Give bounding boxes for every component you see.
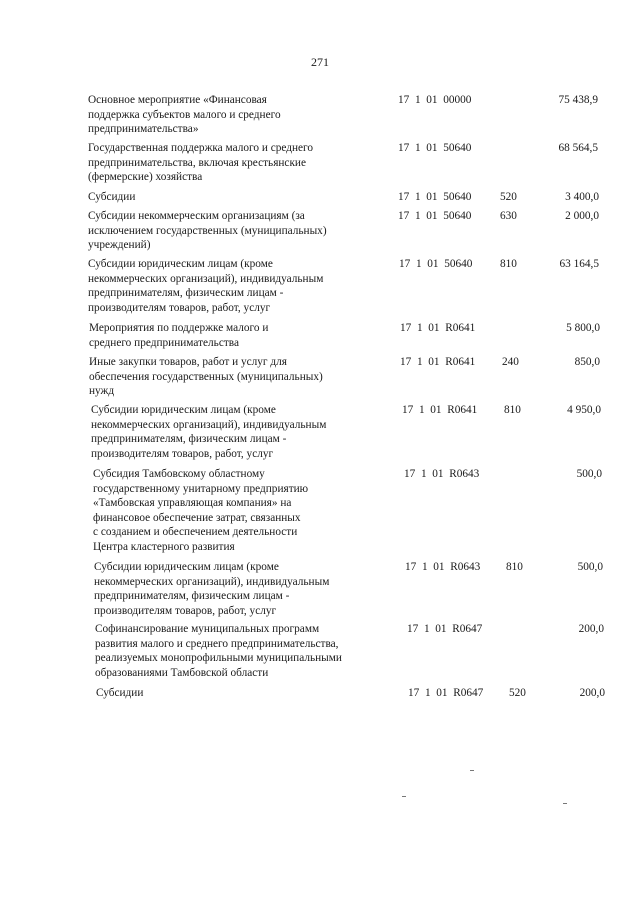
table-row bbox=[0, 403, 640, 460]
row-code: 17 1 01 50640 bbox=[398, 210, 472, 222]
table-row bbox=[0, 622, 640, 679]
row-code: 17 1 01 50640 bbox=[398, 142, 472, 154]
row-name: Мероприятия по поддержке малого и среднего предпринимательства bbox=[89, 322, 269, 349]
row-code: 17 1 01 R0641 bbox=[400, 322, 476, 334]
scan-speck bbox=[470, 770, 474, 771]
row-name: Субсидии юридическим лицам (кроме некоммерческих организаций), индивидуальным предпринимателям, физическим лицам - производителям товаров, работ, услуг bbox=[88, 258, 324, 314]
row-amount: 500,0 bbox=[576, 468, 602, 480]
row-name: Государственная поддержка малого и среднего предпринимательства, включая крестьянские (фермерские) хозяйства bbox=[88, 142, 314, 184]
row-name: Иные закупки товаров, работ и услуг для обеспечения государственных (муниципальных) нужд bbox=[89, 356, 323, 398]
row-name: Субсидии юридическим лицам (кроме некоммерческих организаций), индивидуальным предпринимателям, физическим лицам - производителям товаров, работ, услуг bbox=[94, 561, 330, 617]
row-amount: 500,0 bbox=[577, 561, 603, 573]
row-code: 17 1 01 R0647 bbox=[408, 687, 484, 699]
row-amount: 2 000,0 bbox=[565, 210, 599, 222]
page-number: 271 bbox=[311, 55, 329, 69]
row-vr: 810 bbox=[506, 561, 523, 573]
table-row bbox=[0, 467, 640, 553]
row-amount: 4 950,0 bbox=[567, 404, 601, 416]
table-row bbox=[0, 190, 640, 210]
row-code: 17 1 01 R0641 bbox=[402, 404, 478, 416]
scan-speck bbox=[563, 803, 567, 804]
row-amount: 5 800,0 bbox=[566, 322, 600, 334]
row-name: Субсидии юридическим лицам (кроме некоммерческих организаций), индивидуальным предпринимателям, физическим лицам - производителям товаров, работ, услуг bbox=[91, 404, 327, 460]
scan-speck bbox=[402, 796, 406, 797]
row-name: Субсидии bbox=[96, 687, 144, 699]
table-row bbox=[0, 321, 640, 349]
row-code: 17 1 01 R0643 bbox=[405, 561, 481, 573]
table-row bbox=[0, 209, 640, 252]
row-code: 17 1 01 50640 bbox=[399, 258, 473, 270]
row-name: Софинансирование муниципальных программ развития малого и среднего предпринимательства, реализуемых монопрофильными муниципальными образованиями Тамбовской области bbox=[95, 623, 342, 679]
row-name: Субсидия Тамбовскому областному государственному унитарному предприятию «Тамбовская управляющая компания» на финансовое обеспечение затрат, связанных с созданием и обеспечением деятельности Центра кластерного развития bbox=[93, 468, 309, 553]
row-amount: 850,0 bbox=[574, 356, 600, 368]
row-code: 17 1 01 00000 bbox=[398, 94, 472, 106]
row-vr: 810 bbox=[504, 404, 521, 416]
row-amount: 75 438,9 bbox=[558, 94, 598, 106]
row-amount: 200,0 bbox=[579, 687, 605, 699]
table-row bbox=[0, 355, 640, 398]
table-row bbox=[0, 560, 640, 617]
row-amount: 68 564,5 bbox=[558, 142, 598, 154]
row-vr: 240 bbox=[502, 356, 519, 368]
row-code: 17 1 01 50640 bbox=[398, 191, 472, 203]
row-amount: 3 400,0 bbox=[565, 191, 599, 203]
row-code: 17 1 01 R0647 bbox=[407, 623, 483, 635]
table-row bbox=[0, 93, 640, 136]
row-code: 17 1 01 R0641 bbox=[400, 356, 476, 368]
table-row bbox=[0, 257, 640, 314]
table-row bbox=[0, 686, 640, 706]
table-row bbox=[0, 141, 640, 184]
row-name: Субсидии некоммерческим организациям (за исключением государственных (муниципальных) учреждений) bbox=[88, 210, 327, 252]
row-name: Субсидии bbox=[88, 191, 136, 203]
row-name: Основное мероприятие «Финансовая поддержка субъектов малого и среднего предпринимательства» bbox=[88, 94, 281, 136]
row-vr: 810 bbox=[500, 258, 517, 270]
row-vr: 630 bbox=[500, 210, 517, 222]
row-vr: 520 bbox=[500, 191, 517, 203]
row-code: 17 1 01 R0643 bbox=[404, 468, 480, 480]
row-amount: 200,0 bbox=[578, 623, 604, 635]
row-amount: 63 164,5 bbox=[559, 258, 599, 270]
row-vr: 520 bbox=[509, 687, 526, 699]
